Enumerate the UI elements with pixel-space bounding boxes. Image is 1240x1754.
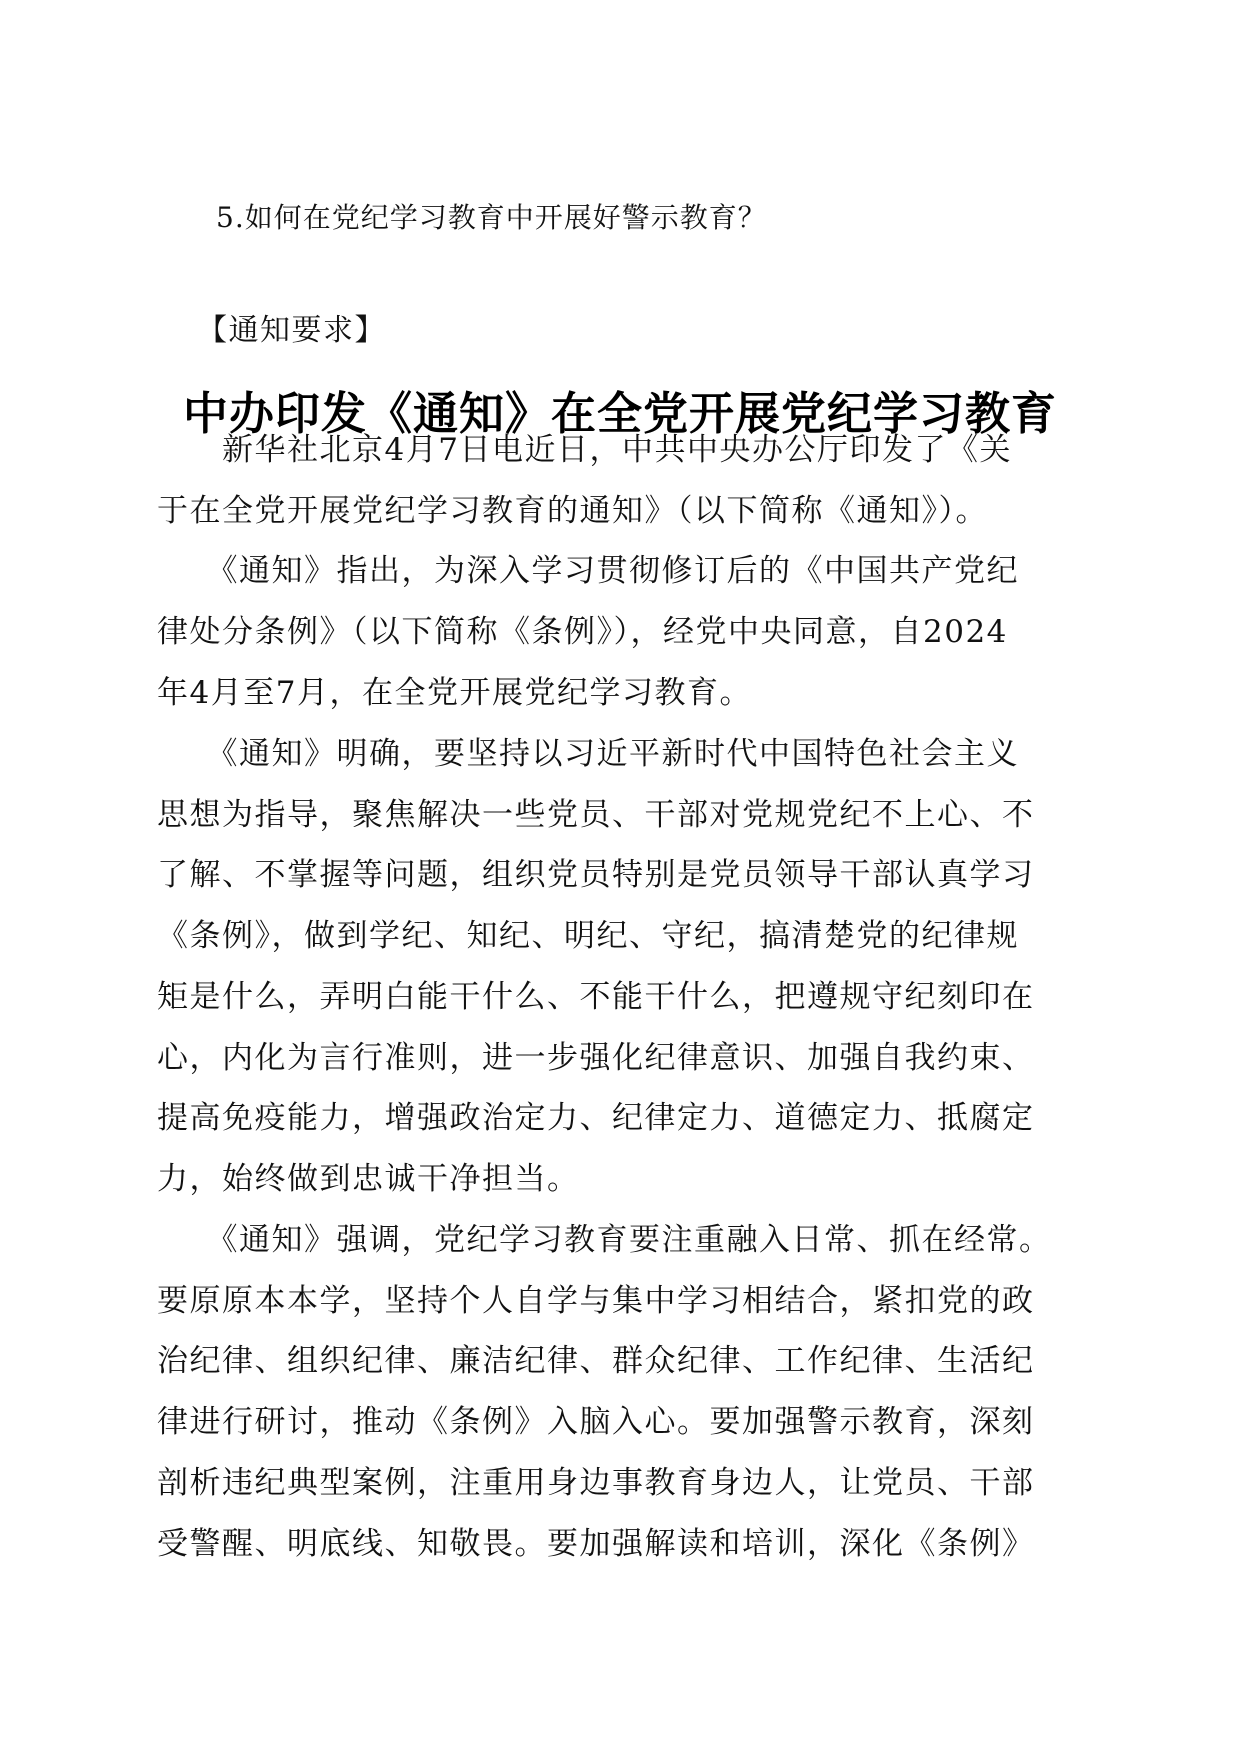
body-line: 提高免疫能力，增强政治定力、纪律定力、道德定力、抵腐定 bbox=[157, 1100, 1035, 1136]
body-line: 《通知》指出，为深入学习贯彻修订后的《中国共产党纪 bbox=[157, 553, 1019, 589]
body-line: 律处分条例》（以下简称《条例》），经党中央同意，自2024 bbox=[157, 614, 1008, 650]
body-line: 矩是什么，弄明白能干什么、不能干什么，把遵规守纪刻印在 bbox=[157, 979, 1035, 1015]
body-line: 于在全党开展党纪学习教育的通知》（以下简称《通知》）。 bbox=[157, 493, 988, 529]
body-line: 了解、不掌握等问题，组织党员特别是党员领导干部认真学习 bbox=[157, 857, 1035, 893]
article-title: 中办印发《通知》在全党开展党纪学习教育 bbox=[182, 387, 1057, 440]
body-line: 《通知》明确，要坚持以习近平新时代中国特色社会主义 bbox=[157, 736, 1019, 772]
body-line: 年4月至7月，在全党开展党纪学习教育。 bbox=[157, 675, 752, 711]
body-line: 剖析违纪典型案例，注重用身边事教育身边人，让党员、干部 bbox=[157, 1465, 1035, 1501]
body-line: 心，内化为言行准则，进一步强化纪律意识、加强自我约束、 bbox=[157, 1040, 1035, 1076]
body-line: 《条例》，做到学纪、知纪、明纪、守纪，搞清楚党的纪律规 bbox=[157, 918, 1019, 954]
body-line: 新华社北京4月7日电近日，中共中央办公厅印发了《关 bbox=[157, 432, 1012, 468]
body-line: 思想为指导，聚焦解决一些党员、干部对党规党纪不上心、不 bbox=[157, 797, 1035, 833]
question-heading: 5.如何在党纪学习教育中开展好警示教育？ bbox=[216, 201, 767, 234]
body-line: 受警醒、明底线、知敬畏。要加强解读和培训，深化《条例》 bbox=[157, 1526, 1035, 1562]
body-line: 要原原本本学，坚持个人自学与集中学习相结合，紧扣党的政 bbox=[157, 1283, 1035, 1319]
body-line: 律进行研讨，推动《条例》入脑入心。要加强警示教育，深刻 bbox=[157, 1404, 1035, 1440]
body-line: 《通知》强调，党纪学习教育要注重融入日常、抓在经常。 bbox=[157, 1222, 1052, 1258]
body-line: 力，始终做到忠诚干净担当。 bbox=[157, 1161, 580, 1197]
body-line: 治纪律、组织纪律、廉洁纪律、群众纪律、工作纪律、生活纪 bbox=[157, 1343, 1035, 1379]
section-tag: 【通知要求】 bbox=[197, 313, 386, 348]
